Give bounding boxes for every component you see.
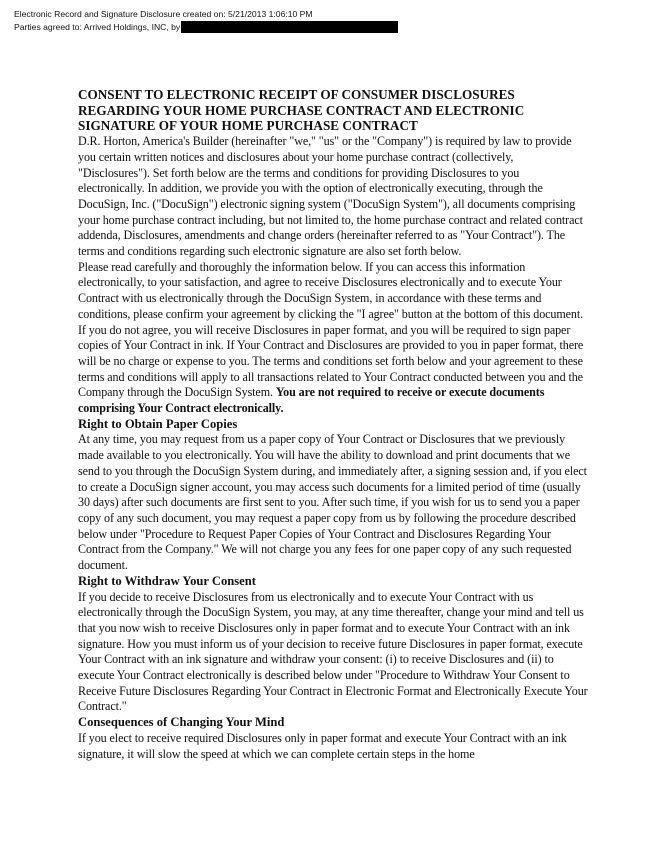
parties-agreed-text: Parties agreed to: Arrived Holdings, INC, by xyxy=(14,22,181,33)
not-required-notice: You are not required to receive or execute documents comprising Your Contract electronically. xyxy=(78,385,545,416)
disclosure-document xyxy=(78,87,588,762)
paper-copies-paragraph: At any time, you may request from us a paper copy of Your Contract or Disclosures that we previously made available to you electronically. You will have the ability to download and print documents that we send to you through the DocuSign System during, and immediately after, a signing session and, if you elect to create a DocuSign signer account, you may access such documents for a limited period of time (usually 30 days) after such documents are first sent to you. After such time, if you wish for us to send you a paper copy of any such document, you may request a paper copy from us by following the procedure described below under "Procedure to Request Paper Copies of Your Contract and Disclosures Regarding Your Contract from the Company." We will not charge you any fees for one paper copy of any such requested document. xyxy=(78,432,587,573)
consequences-paragraph: If you elect to receive required Disclosures only in paper format and execute Your Contract with an ink signature, it will slow the speed at which we can complete certain steps in the home xyxy=(78,730,567,761)
instructions-text: Please read carefully and thoroughly the information below. If you can access this information electronically, to your satisfaction, and agree to receive Disclosures electronically and to execute Your Contract with us electronically through the DocuSign System, in accordance with these terms and conditions, please confirm your agreement by clicking the "I agree" button at the bottom of this document. If you do not agree, you will receive Disclosures in paper format, and you will be required to sign paper copies of Your Contract in ink. If Your Contract and Disclosures are provided to you in paper format, there will be no charge or expense to you. The terms and conditions set forth below and your agreement to these terms and conditions will apply to all transactions related to Your Contract conducted between you and the Company through the DocuSign System. xyxy=(78,259,584,400)
parties-agreed-line xyxy=(14,21,654,34)
redaction-bar xyxy=(181,21,398,33)
instructions-paragraph xyxy=(78,260,588,417)
withdraw-consent-paragraph: If you decide to receive Disclosures from us electronically and to execute Your Contract with us electronically through the DocuSign System, you may, at any time thereafter, change your mind and tell us that you now wish to receive Disclosures only in paper format and to execute Your Contract with an ink signature. How you must inform us of your decision to receive future Disclosures in paper format, execute Your Contract with an ink signature and withdraw your consent: (i) to receive Disclosures and (ii) to execute Your Contract electronically is described below under "Procedure to Withdraw Your Consent to Receive Future Disclosures Regarding Your Contract in Electronic Format and Electronically Execute Your Contract." xyxy=(78,589,588,714)
heading-paper-copies: Right to Obtain Paper Copies xyxy=(78,416,238,431)
envelope-header xyxy=(14,8,654,35)
record-created-line: Electronic Record and Signature Disclosure created on: 5/21/2013 1:06:10 PM xyxy=(14,9,313,19)
heading-consequences: Consequences of Changing Your Mind xyxy=(78,715,285,730)
intro-paragraph: D.R. Horton, America's Builder (hereinafter "we," "us" or the "Company") is required by law to provide you certain written notices and disclosures about your home purchase contract (collectively, "Disclosures"). Set forth below are the terms and conditions for providing Disclosures to you electronically. In addition, we provide you with the option of electronically executing, through the DocuSign, Inc. ("DocuSign") electronic signing system ("DocuSign System"), all documents comprising your home purchase contract including, but not limited to, the home purchase contract and related contract addenda, Disclosures, amendments and change orders (hereinafter referred to as "Your Contract"). The terms and conditions regarding such electronic signature are also set forth below. xyxy=(78,134,583,259)
document-title: CONSENT TO ELECTRONIC RECEIPT OF CONSUMER DISCLOSURES REGARDING YOUR HOME PURCHASE CONTRACT AND ELECTRONIC SIGNATURE OF YOUR HOME PURCHASE CONTRACT xyxy=(78,87,525,134)
heading-withdraw-consent: Right to Withdraw Your Consent xyxy=(78,573,256,588)
